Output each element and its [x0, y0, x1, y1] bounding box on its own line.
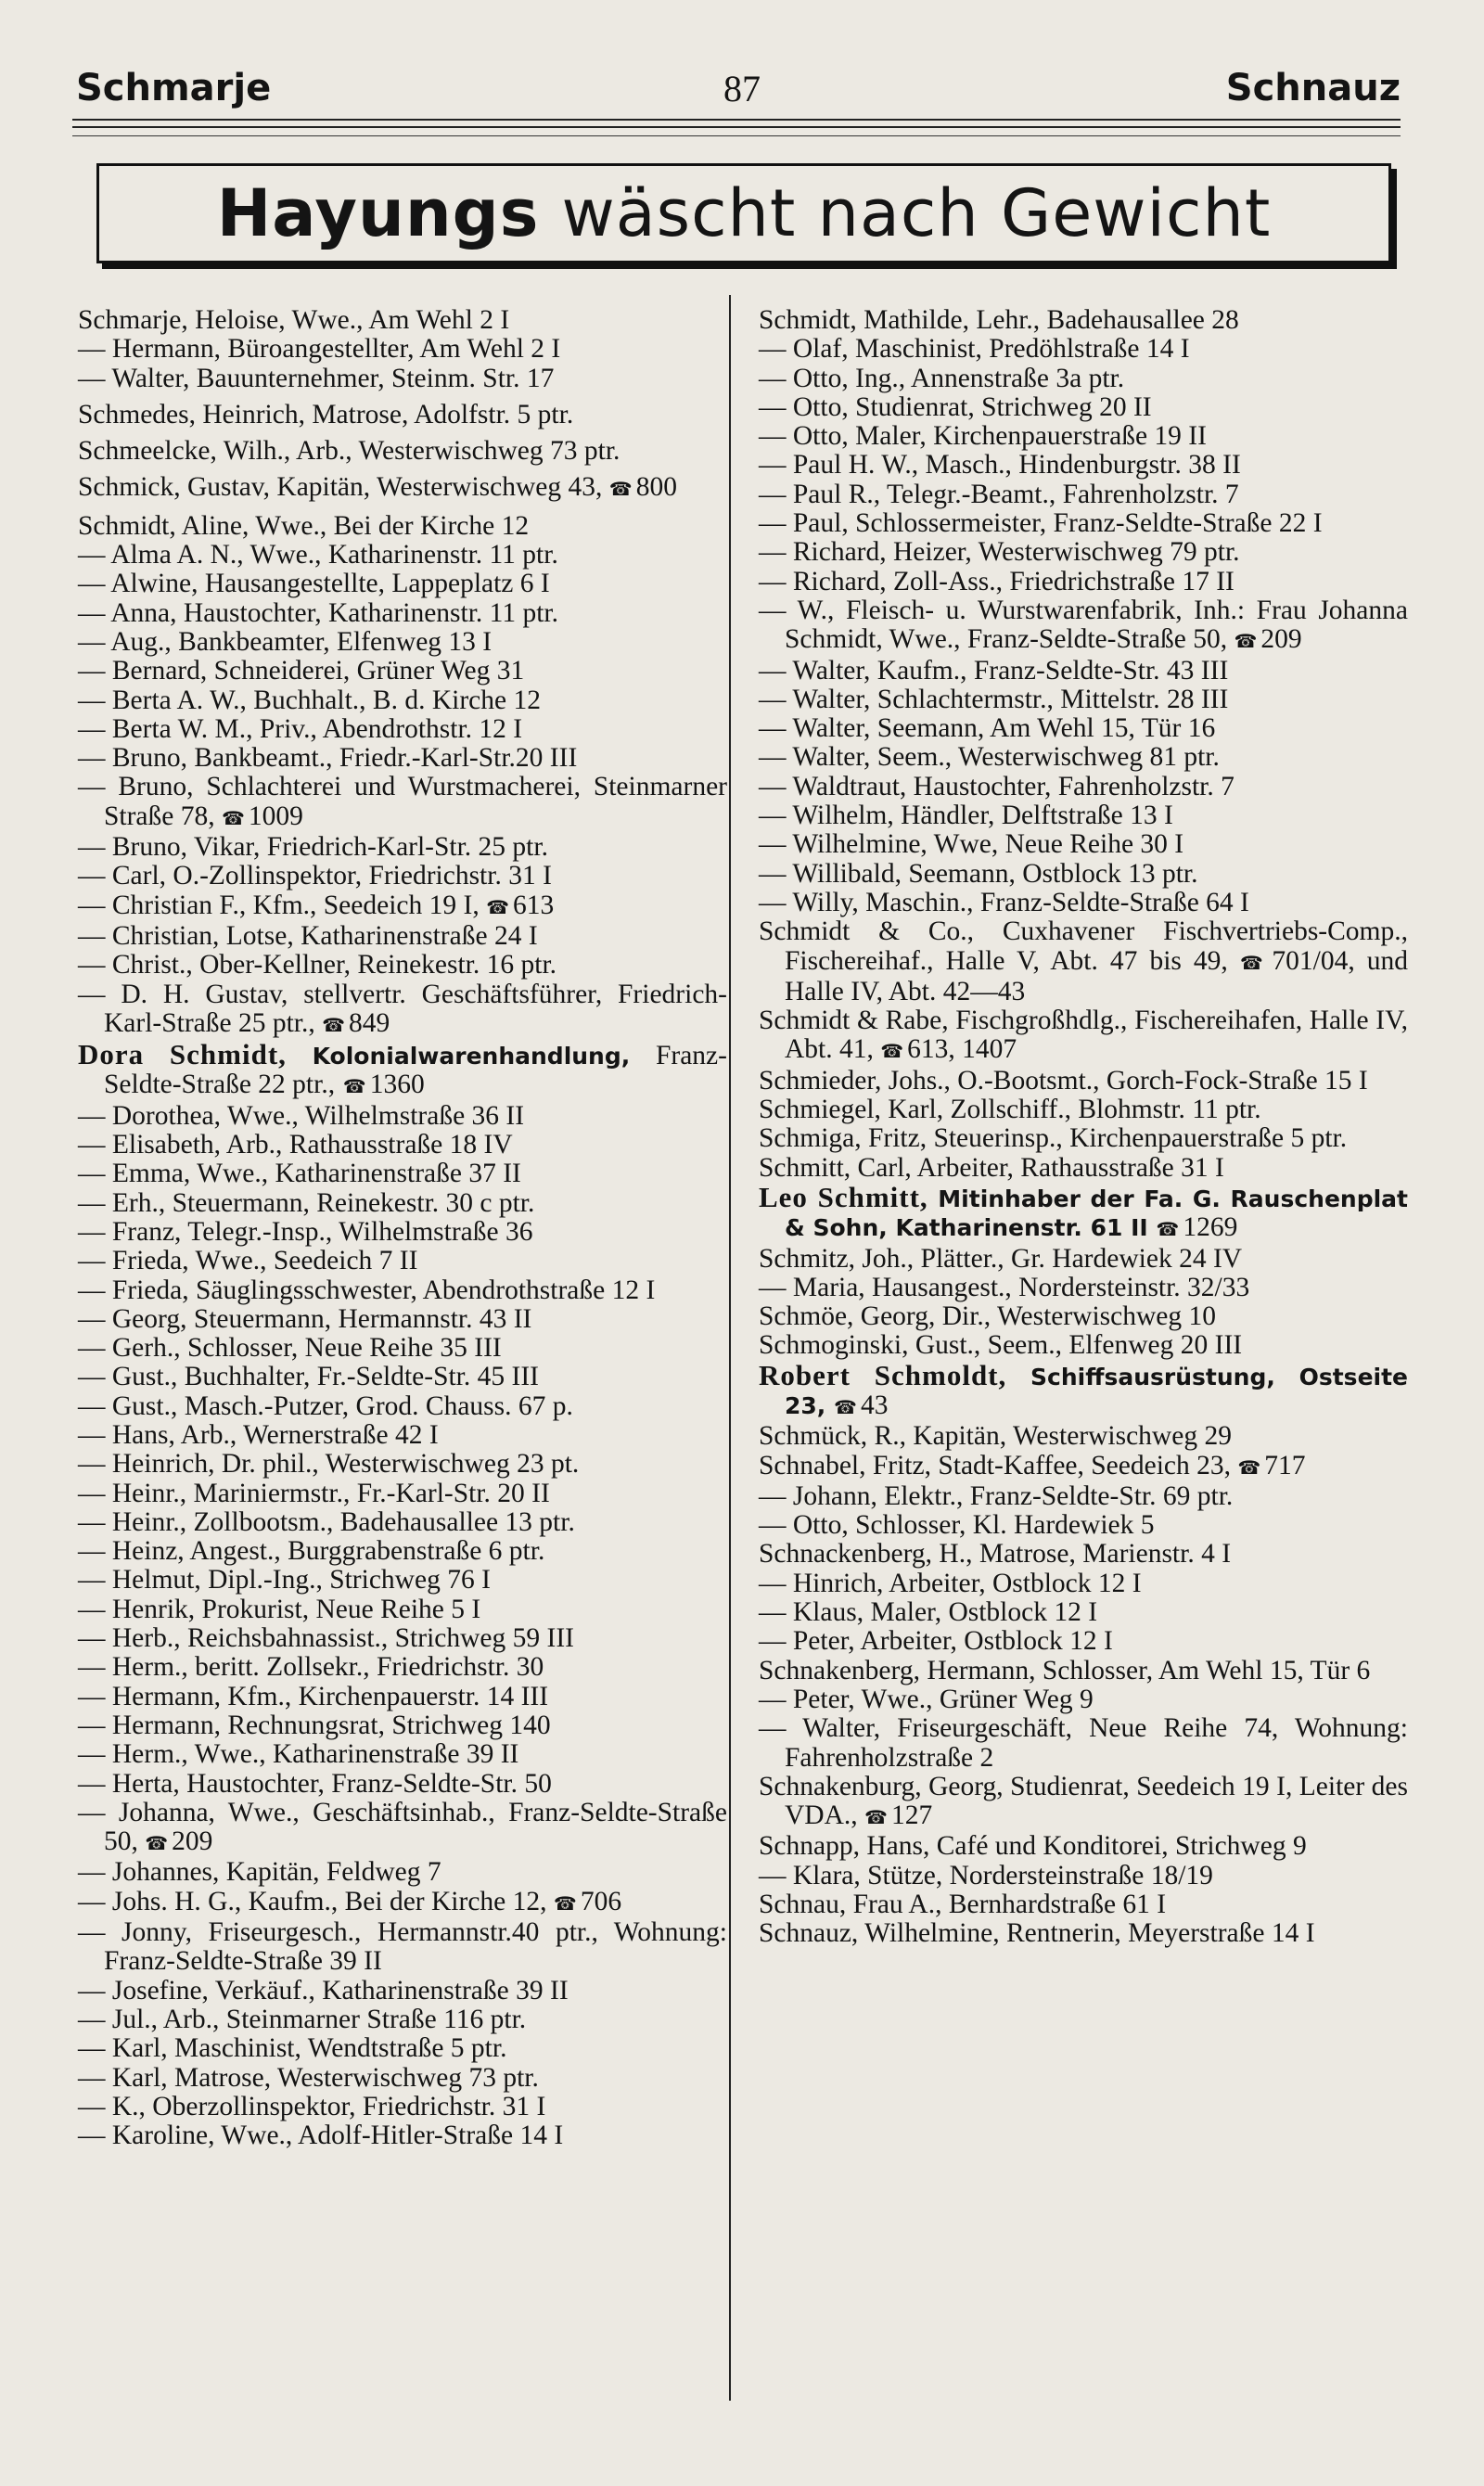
ad-slogan: wäscht nach Gewicht: [561, 175, 1272, 251]
entry-text: — Jonny, Friseurgesch., Hermannstr.40 ptr., Wohnung: Franz-Seldte-Straße 39 II: [78, 1917, 727, 1977]
entry-text: — Otto, Ing., Annenstraße 3a ptr.: [759, 363, 1125, 393]
telephone-number: 127: [890, 1800, 933, 1831]
directory-entry: [78, 628, 727, 657]
entry-text: — D. H. Gustav, stellvertr. Geschäftsführer, Friedrich-Karl-Straße 25 ptr.,: [78, 979, 727, 1038]
directory-column-left: [78, 306, 727, 2150]
entry-text: — Georg, Steuermann, Hermannstr. 43 II: [78, 1303, 532, 1334]
entry-text: — Bruno, Vikar, Friedrich-Karl-Str. 25 ptr.: [78, 832, 548, 863]
entry-text: — Maria, Hausangest., Nordersteinstr. 32/33: [759, 1272, 1250, 1302]
entry-text: Schiffsausrüstung, Ostseite 23,: [785, 1363, 1408, 1419]
directory-entry: [78, 599, 727, 628]
header-rule-3: [72, 135, 1401, 136]
entry-text: — Peter, Wwe., Grüner Weg 9: [759, 1684, 1094, 1714]
directory-entry: [759, 335, 1408, 364]
directory-entry: [78, 2034, 727, 2063]
entry-text: — Olaf, Maschinist, Predöhlstraße 14 I: [759, 334, 1190, 365]
directory-entry: [78, 744, 727, 773]
directory-entry: [78, 1566, 727, 1595]
directory-entry: [78, 512, 727, 541]
entry-text: — Willy, Maschin., Franz-Seldte-Straße 64 I: [759, 887, 1249, 917]
entry-text: — Paul R., Telegr.-Beamt., Fahrenholzstr. 7: [759, 479, 1239, 509]
entry-text: — Erh., Steuermann, Reinekestr. 30 c ptr.: [78, 1187, 535, 1218]
entry-text: — Bernard, Schneiderei, Grüner Weg 31: [78, 656, 525, 686]
telephone-icon: ☎: [1239, 951, 1267, 974]
entry-address: Franz-Seldte-Straße 22 ptr.,: [104, 1041, 727, 1100]
telephone-number: 613: [513, 890, 555, 920]
telephone-icon: ☎: [342, 1075, 365, 1098]
entry-text: — Gerh., Schlosser, Neue Reihe 35 III: [78, 1333, 502, 1364]
directory-entry: [759, 1452, 1408, 1482]
entry-text: — Elisabeth, Arb., Rathausstraße 18 IV: [78, 1130, 513, 1160]
running-head-left: Schmarje: [76, 67, 272, 109]
entry-text: Schnau, Frau A., Bernhardstraße 61 I: [759, 1890, 1167, 1920]
entry-text: — Herm., beritt. Zollsekr., Friedrichstr. 30: [78, 1652, 544, 1683]
entry-text: — Walter, Seem., Westerwischweg 81 ptr.: [759, 742, 1220, 773]
directory-entry: [759, 1919, 1408, 1948]
entry-text: — Heinr., Zollbootsm., Badehausallee 13 ptr.: [78, 1506, 575, 1537]
entry-text: Schmidt, Aline, Wwe., Bei der Kirche 12: [78, 510, 530, 541]
directory-entry: [78, 1858, 727, 1887]
entry-text: — Walter, Bauunternehmer, Steinm. Str. 17: [78, 363, 555, 393]
directory-entry: [759, 1274, 1408, 1302]
directory-entry: [759, 1154, 1408, 1183]
entry-text: — Waldtraut, Haustochter, Fahrenholzstr. 7: [759, 771, 1235, 801]
directory-entry: [78, 306, 727, 335]
directory-entry: [78, 1160, 727, 1188]
entry-text: Schmarje, Heloise, Wwe., Am Wehl 2 I: [78, 305, 510, 335]
directory-entry: [759, 1302, 1408, 1331]
entry-text: Schnauz, Wilhelmine, Rentnerin, Meyerstraße 14 I: [759, 1918, 1315, 1949]
entry-text: Schnakenberg, Hermann, Schlosser, Am Wehl 15, Tür 6: [759, 1655, 1371, 1685]
directory-entry: [759, 714, 1408, 743]
telephone-number: 849: [349, 1007, 390, 1038]
entry-text: — Johann, Elektr., Franz-Seldte-Str. 69 ptr.: [759, 1480, 1234, 1511]
entry-text: — W., Fleisch- u. Wurstwarenfabrik, Inh.: Frau Johanna Schmidt, Wwe., Franz-Seldte-Straße 50,: [759, 595, 1408, 655]
directory-entry: [759, 538, 1408, 567]
entry-text: — Herb., Reichsbahnassist., Strichweg 59 III: [78, 1623, 574, 1654]
entry-text: Schnakenburg, Georg, Studienrat, Seedeich 19 I, Leiter des VDA.,: [759, 1771, 1408, 1831]
entry-text: — Walter, Schlachtermstr., Mittelstr. 28 III: [759, 684, 1229, 714]
telephone-number: 43: [860, 1390, 889, 1420]
directory-entry: [759, 1096, 1408, 1124]
entry-text: — Bruno, Bankbeamt., Friedr.-Karl-Str.20 III: [78, 743, 578, 774]
directory-entry: [759, 1006, 1408, 1067]
entry-text: Schmieder, Johs., O.-Bootsmt., Gorch-Fock-Straße 15 I: [759, 1065, 1368, 1096]
telephone-icon: ☎: [145, 1832, 167, 1855]
entry-text: Mitinhaber der Fa. G. Rauschenplat & Sohn, Katharinenstr. 61 II: [785, 1185, 1408, 1242]
directory-entry: [78, 2121, 727, 2150]
entry-text: — Berta W. M., Priv., Abendrothstr. 12 I: [78, 713, 523, 744]
header-rule-2: [72, 126, 1401, 128]
directory-entry: [759, 451, 1408, 480]
entry-text: — Johanna, Wwe., Geschäftsinhab., Franz-Seldte-Straße 50,: [78, 1797, 727, 1857]
telephone-number: 209: [1260, 624, 1302, 655]
directory-entry: [759, 1862, 1408, 1890]
directory-entry: [78, 657, 727, 686]
entry-text: — Heinz, Angest., Burggrabenstraße 6 ptr.: [78, 1536, 545, 1567]
entry-text: Schmoginski, Gust., Seem., Elfenweg 20 III: [759, 1330, 1243, 1361]
directory-entry: [78, 1421, 727, 1450]
entry-text: — Wilhelm, Händler, Delftstraße 13 I: [759, 801, 1173, 831]
entry-text: — Aug., Bankbeamter, Elfenweg 13 I: [78, 626, 493, 657]
directory-entry: [78, 1305, 727, 1334]
entry-text: — K., Oberzollinspektor, Friedrichstr. 31 I: [78, 2091, 546, 2121]
entry-text: — Johs. H. G., Kaufm., Bei der Kirche 12,: [78, 1886, 547, 1916]
entry-text: — Heinr., Mariniermstr., Fr.-Karl-Str. 20 II: [78, 1478, 550, 1508]
entry-text: — Otto, Studienrat, Strichweg 20 II: [759, 391, 1152, 422]
entry-text: Kolonialwarenhandlung,: [312, 1043, 631, 1070]
directory-entry: [78, 1189, 727, 1218]
directory-entry: [759, 568, 1408, 596]
directory-entry: [759, 1180, 1408, 1245]
directory-entry: [78, 2064, 727, 2093]
directory-entry: [759, 1685, 1408, 1714]
directory-entry: [78, 570, 727, 598]
entry-text: Schmitt, Carl, Arbeiter, Rathausstraße 31 I: [759, 1152, 1224, 1183]
directory-entry: [78, 1450, 727, 1479]
entry-text: — Gust., Buchhalter, Fr.-Seldte-Str. 45 III: [78, 1362, 539, 1392]
telephone-number: 613, 1407: [907, 1034, 1017, 1065]
entry-text: — Klara, Stütze, Nordersteinstraße 18/19: [759, 1860, 1213, 1890]
entry-text: — Jul., Arb., Steinmarner Straße 116 ptr.: [78, 2004, 527, 2034]
entry-text: — Frieda, Säuglingsschwester, Abendrothstraße 12 I: [78, 1275, 656, 1305]
entry-text: — Josefine, Verkäuf., Katharinenstraße 39 II: [78, 1975, 569, 2005]
directory-entry: [78, 1595, 727, 1624]
telephone-number: 1009: [248, 801, 303, 831]
entry-text: — Frieda, Wwe., Seedeich 7 II: [78, 1246, 418, 1276]
column-divider: [729, 295, 731, 2401]
entry-text: — Hinrich, Arbeiter, Ostblock 12 I: [759, 1568, 1142, 1598]
telephone-icon: ☎: [880, 1040, 902, 1063]
entry-text: — Karl, Matrose, Westerwischweg 73 ptr.: [78, 2062, 539, 2093]
directory-entry: [78, 1888, 727, 1918]
entry-text: — Emma, Wwe., Katharinenstraße 37 II: [78, 1159, 521, 1189]
directory-entry: [78, 1247, 727, 1275]
directory-entry: [759, 596, 1408, 657]
entry-text: — Wilhelmine, Wwe, Neue Reihe 30 I: [759, 829, 1184, 860]
running-head-right: Schnauz: [1225, 67, 1401, 109]
entry-text: — Hermann, Büroangestellter, Am Wehl 2 I: [78, 334, 561, 365]
entry-text: Schmidt & Rabe, Fischgroßhdlg., Fischereihafen, Halle IV, Abt. 41,: [759, 1006, 1408, 1065]
entry-text: — Hans, Arb., Wernerstraße 42 I: [78, 1419, 439, 1450]
directory-entry: [78, 2093, 727, 2121]
entry-text: — Karoline, Wwe., Adolf-Hitler-Straße 14 I: [78, 2121, 564, 2151]
entry-bold-name: Robert Schmoldt,: [759, 1358, 1007, 1391]
entry-bold-name: Dora Schmidt,: [78, 1038, 287, 1071]
entry-text: — Alwine, Hausangestellte, Lappeplatz 6 I: [78, 569, 550, 599]
entry-text: — Berta A. W., Buchhalt., B. d. Kirche 12: [78, 685, 541, 715]
entry-text: — Otto, Schlosser, Kl. Hardewiek 5: [759, 1510, 1155, 1541]
directory-entry: [759, 657, 1408, 686]
entry-text: — Carl, O.-Zollinspektor, Friedrichstr. 31 I: [78, 861, 552, 891]
directory-entry: [78, 951, 727, 980]
entry-text: Schmick, Gustav, Kapitän, Westerwischweg 43,: [78, 472, 603, 503]
entry-text: — Christian F., Kfm., Seedeich 19 I,: [78, 890, 480, 920]
directory-entry: [78, 1683, 727, 1711]
directory-entry: [78, 1392, 727, 1421]
entry-text: — Anna, Haustochter, Katharinenstr. 11 ptr.: [78, 597, 558, 628]
telephone-number: 209: [172, 1826, 213, 1857]
advertisement-banner: [96, 163, 1391, 263]
directory-entry: [78, 686, 727, 715]
telephone-number: 706: [580, 1886, 622, 1916]
page-number: 87: [723, 68, 761, 109]
directory-entry: [78, 1918, 727, 1977]
directory-entry: [759, 481, 1408, 509]
directory-entry: [759, 365, 1408, 393]
directory-entry: [78, 1508, 727, 1537]
directory-entry: [78, 1770, 727, 1799]
directory-entry: [759, 306, 1408, 335]
directory-entry: [759, 1773, 1408, 1833]
directory-entry: [759, 1657, 1408, 1685]
directory-entry: [78, 1131, 727, 1160]
entry-text: — Johannes, Kapitän, Feldweg 7: [78, 1857, 441, 1888]
directory-entry: [759, 1570, 1408, 1598]
entry-text: Schmück, R., Kapitän, Westerwischweg 29: [759, 1421, 1232, 1452]
entry-text: — Hermann, Rechnungsrat, Strichweg 140: [78, 1710, 551, 1740]
directory-entry: [78, 1276, 727, 1305]
telephone-number: 1269: [1183, 1212, 1238, 1243]
entry-text: — Henrik, Prokurist, Neue Reihe 5 I: [78, 1594, 481, 1624]
directory-entry: [78, 715, 727, 744]
entry-text: Schmiga, Fritz, Steuerinsp., Kirchenpauerstraße 5 ptr.: [759, 1123, 1348, 1154]
directory-entry: [78, 1537, 727, 1566]
directory-entry: [78, 980, 727, 1041]
directory-entry: [759, 1890, 1408, 1919]
directory-entry: [78, 473, 727, 504]
directory-entry: [759, 1358, 1408, 1423]
directory-entry: [759, 1124, 1408, 1153]
directory-entry: [759, 686, 1408, 714]
directory-entry: [759, 509, 1408, 538]
directory-entry: [759, 1422, 1408, 1451]
telephone-icon: ☎: [1234, 630, 1256, 653]
directory-entry: [78, 1480, 727, 1508]
telephone-icon: ☎: [864, 1806, 886, 1829]
directory-entry: [759, 1714, 1408, 1773]
telephone-icon: ☎: [322, 1013, 344, 1036]
directory-entry: [78, 1624, 727, 1653]
directory-entry: [78, 891, 727, 922]
telephone-icon: ☎: [1156, 1218, 1178, 1241]
entry-text: Schmeelcke, Wilh., Arb., Westerwischweg 73 ptr.: [78, 436, 620, 467]
directory-entry: [78, 1799, 727, 1859]
directory-entry: [78, 862, 727, 891]
directory-entry: [759, 1067, 1408, 1096]
directory-entry: [78, 365, 727, 393]
directory-entry: [759, 917, 1408, 1006]
entry-text: — Karl, Maschinist, Wendtstraße 5 ptr.: [78, 2033, 507, 2064]
directory-entry: [78, 1334, 727, 1363]
entry-text: — Richard, Zoll-Ass., Friedrichstraße 17 II: [759, 566, 1235, 596]
entry-text: — Christian, Lotse, Katharinenstraße 24 I: [78, 920, 538, 951]
directory-entry: [759, 1482, 1408, 1511]
entry-text: — Herta, Haustochter, Franz-Seldte-Str. 50: [78, 1768, 552, 1799]
directory-entry: [78, 1040, 727, 1102]
telephone-icon: ☎: [222, 806, 243, 829]
entry-text: Schnabel, Fritz, Stadt-Kaffee, Seedeich 23,: [759, 1450, 1231, 1480]
directory-column-right: [759, 306, 1408, 1949]
entry-text: — Peter, Arbeiter, Ostblock 12 I: [759, 1626, 1113, 1657]
entry-text: — Christ., Ober-Kellner, Reinekestr. 16 ptr.: [78, 950, 557, 980]
telephone-number: 717: [1264, 1450, 1306, 1480]
entry-text: — Dorothea, Wwe., Wilhelmstraße 36 II: [78, 1100, 525, 1131]
directory-entry: [759, 773, 1408, 801]
entry-text: — Herm., Wwe., Katharinenstraße 39 II: [78, 1739, 519, 1770]
directory-entry: [78, 541, 727, 570]
telephone-icon: ☎: [608, 478, 631, 501]
entry-text: — Richard, Heizer, Westerwischweg 79 ptr.: [759, 537, 1240, 568]
directory-entry: [78, 1102, 727, 1131]
directory-entry: [759, 393, 1408, 422]
entry-text: Schmöe, Georg, Dir., Westerwischweg 10: [759, 1301, 1217, 1332]
telephone-icon: ☎: [834, 1395, 855, 1418]
directory-entry: [759, 1832, 1408, 1861]
directory-entry: [78, 1977, 727, 2005]
directory-entry: [759, 1331, 1408, 1360]
directory-entry: [78, 335, 727, 364]
directory-entry: [78, 833, 727, 862]
directory-entry: [78, 1740, 727, 1769]
entry-text: — Bruno, Schlachterei und Wurstmacherei, Steinmarner Straße 78,: [78, 772, 727, 831]
entry-text: Schnackenberg, H., Matrose, Marienstr. 4 I: [759, 1539, 1232, 1570]
directory-entry: [78, 773, 727, 833]
entry-text: Schmitz, Joh., Plätter., Gr. Hardewiek 24 IV: [759, 1243, 1243, 1274]
directory-entry: [759, 860, 1408, 889]
entry-text: — Paul, Schlossermeister, Franz-Seldte-Straße 22 I: [759, 508, 1323, 539]
directory-entry: [78, 1711, 727, 1740]
entry-text: — Paul H. W., Masch., Hindenburgstr. 38 II: [759, 450, 1241, 481]
directory-entry: [759, 743, 1408, 772]
directory-entry: [759, 1627, 1408, 1656]
telephone-number: 701/04, und Halle IV, Abt. 42—43: [785, 945, 1409, 1006]
ad-brand: Hayungs: [216, 175, 540, 251]
directory-entry: [78, 2005, 727, 2034]
entry-text: — Franz, Telegr.-Insp., Wilhelmstraße 36: [78, 1216, 533, 1247]
directory-entry: [759, 1245, 1408, 1274]
entry-text: — Walter, Seemann, Am Wehl 15, Tür 16: [759, 713, 1216, 744]
directory-entry: [78, 1218, 727, 1247]
telephone-icon: ☎: [553, 1891, 575, 1915]
telephone-icon: ☎: [1237, 1455, 1260, 1479]
directory-entry: [759, 422, 1408, 451]
entry-text: Schmedes, Heinrich, Matrose, Adolfstr. 5 ptr.: [78, 399, 574, 429]
directory-entry: [759, 889, 1408, 917]
directory-entry: [78, 437, 727, 466]
entry-text: Schmidt, Mathilde, Lehr., Badehausallee 28: [759, 305, 1239, 335]
entry-text: Schmiegel, Karl, Zollschiff., Blohmstr. 11 ptr.: [759, 1095, 1261, 1125]
entry-bold-name: Leo Schmitt,: [759, 1180, 928, 1213]
entry-text: — Otto, Maler, Kirchenpauerstraße 19 II: [759, 421, 1207, 452]
entry-text: — Heinrich, Dr. phil., Westerwischweg 23 pt.: [78, 1449, 580, 1480]
telephone-number: 800: [635, 472, 677, 503]
entry-text: Schnapp, Hans, Café und Konditorei, Strichweg 9: [759, 1831, 1307, 1862]
header-rule-1: [72, 119, 1401, 121]
telephone-number: 1360: [369, 1070, 425, 1100]
entry-text: — Walter, Friseurgeschäft, Neue Reihe 74, Wohnung: Fahrenholzstraße 2: [759, 1713, 1408, 1773]
entry-text: — Alma A. N., Wwe., Katharinenstr. 11 ptr.: [78, 540, 558, 570]
entry-text: — Willibald, Seemann, Ostblock 13 ptr.: [759, 858, 1198, 889]
directory-entry: [759, 1598, 1408, 1627]
entry-text: — Hermann, Kfm., Kirchenpauerstr. 14 III: [78, 1681, 549, 1711]
directory-entry: [759, 830, 1408, 859]
directory-entry: [78, 1653, 727, 1682]
directory-entry: [759, 801, 1408, 830]
entry-text: — Walter, Kaufm., Franz-Seldte-Str. 43 III: [759, 655, 1229, 686]
directory-entry: [78, 922, 727, 951]
directory-entry: [78, 1363, 727, 1391]
telephone-icon: ☎: [486, 895, 508, 918]
directory-entry: [759, 1540, 1408, 1569]
entry-text: Schmidt & Co., Cuxhavener Fischvertriebs-Comp., Fischereihaf., Halle V, Abt. 47 bis 49,: [759, 916, 1408, 976]
directory-entry: [78, 401, 727, 429]
directory-entry: [759, 1511, 1408, 1540]
entry-text: — Gust., Masch.-Putzer, Grod. Chauss. 67 p.: [78, 1390, 573, 1421]
entry-text: — Klaus, Maler, Ostblock 12 I: [759, 1597, 1098, 1628]
entry-text: — Helmut, Dipl.-Ing., Strichweg 76 I: [78, 1565, 491, 1595]
